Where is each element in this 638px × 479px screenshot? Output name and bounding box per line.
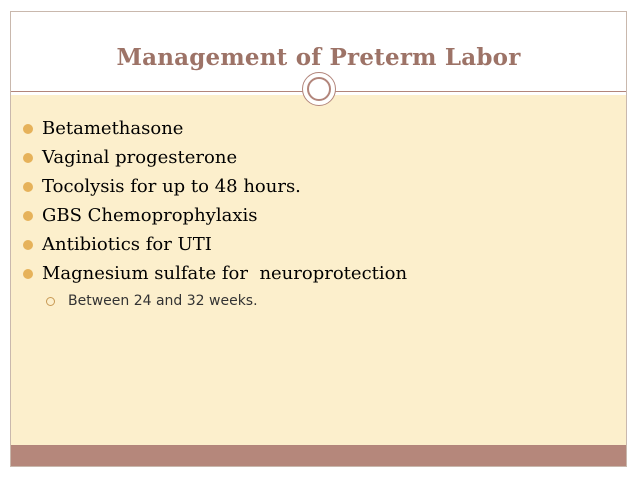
bullet-dot-icon bbox=[23, 211, 33, 221]
bullet-text: Tocolysis for up to 48 hours. bbox=[42, 176, 301, 197]
bullet-list bbox=[20, 114, 620, 312]
bullet-item bbox=[20, 143, 620, 172]
bullet-text: GBS Chemoprophylaxis bbox=[42, 205, 258, 226]
divider-circle-inner bbox=[307, 77, 331, 101]
bullet-dot-icon bbox=[23, 182, 33, 192]
bullet-text: Vaginal progesterone bbox=[42, 147, 238, 168]
bullet-item bbox=[20, 259, 620, 312]
bullet-text: Magnesium sulfate for neuroprotection bbox=[42, 263, 408, 284]
bullet-text: Antibiotics for UTI bbox=[42, 234, 212, 255]
bullet-item bbox=[20, 114, 620, 143]
sub-bullet-item bbox=[42, 290, 620, 312]
bullet-text: Betamethasone bbox=[42, 118, 184, 139]
sub-bullet-text: Between 24 and 32 weeks. bbox=[68, 293, 258, 309]
bullet-dot-icon bbox=[23, 124, 33, 134]
bottom-accent-bar bbox=[11, 446, 626, 466]
bullet-item bbox=[20, 201, 620, 230]
divider-circle-ornament bbox=[302, 72, 336, 106]
bullet-dot-icon bbox=[23, 153, 33, 163]
bullet-dot-icon bbox=[23, 240, 33, 250]
bullet-dot-icon bbox=[23, 269, 33, 279]
slide-title: Management of Preterm Labor bbox=[116, 44, 521, 71]
bullet-ring-icon bbox=[46, 297, 55, 306]
bullet-item bbox=[20, 172, 620, 201]
bullet-item bbox=[20, 230, 620, 259]
sub-bullet-list bbox=[42, 290, 620, 312]
